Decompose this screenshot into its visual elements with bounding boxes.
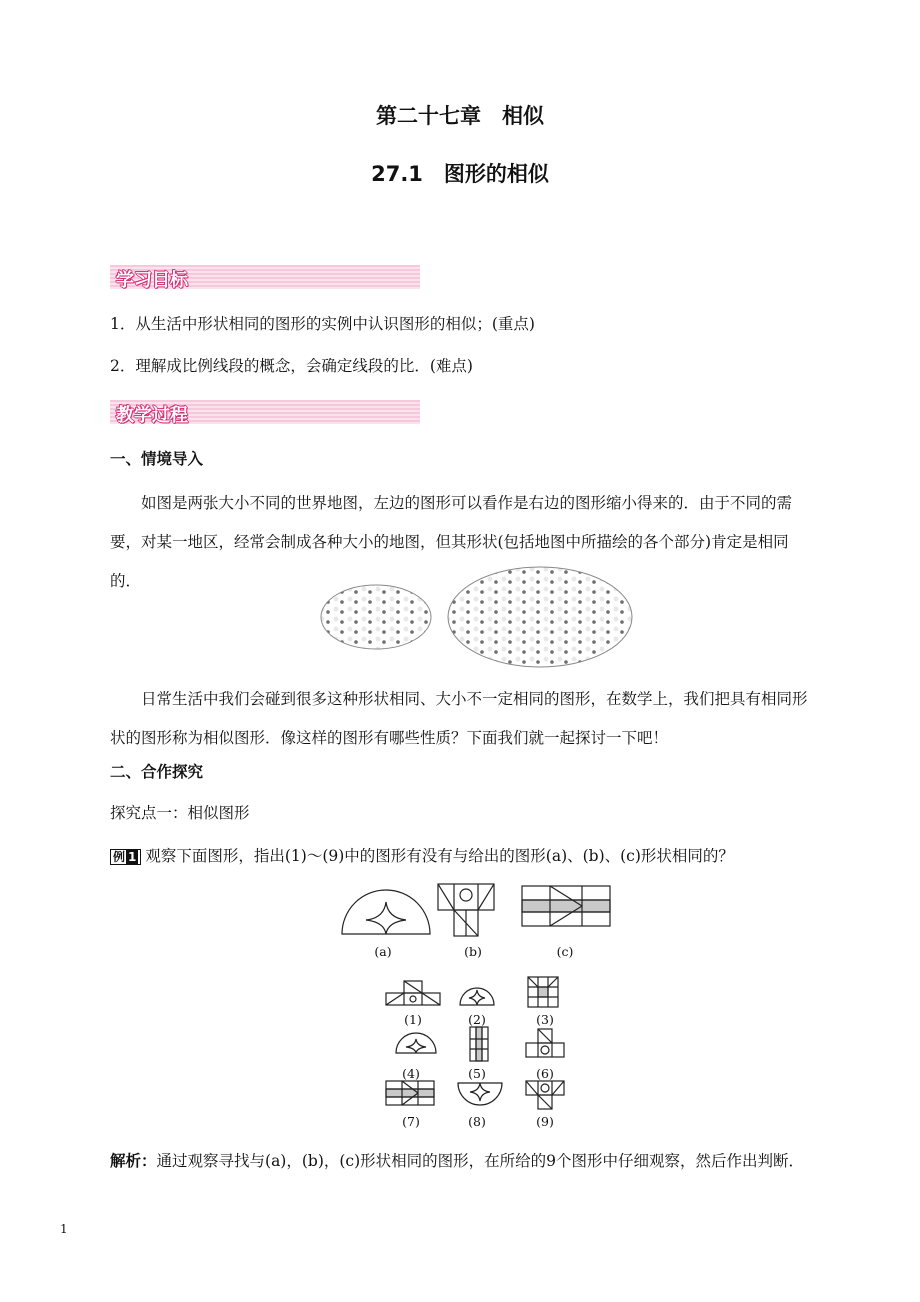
figure-c [522,886,610,926]
goals-label: 学习目标 [116,270,188,291]
goal-item-1: 1．从生活中形状相同的图形的实例中认识图形的相似；(重点) [110,315,535,333]
large-world-map [448,567,632,667]
section-title: 27.1 图形的相似 [371,162,549,186]
label-6: (6) [536,1066,554,1081]
label-2: (2) [468,1012,486,1027]
small-world-map [321,585,431,649]
label-8: (8) [468,1114,486,1129]
label-3: (3) [536,1012,554,1027]
figure-b [438,884,494,936]
figure-9 [526,1081,564,1109]
label-a: (a) [374,944,392,959]
process-header [110,400,420,424]
process-label: 教学过程 [116,405,188,426]
figure-2 [460,988,494,1005]
label-1: (1) [404,1012,422,1027]
part1-paragraph-2: 日常生活中我们会碰到很多这种形状相同、大小不一定相同的图形，在数学上，我们把具有相同形状的图形称为相似图形．像这样的图形有哪些性质？下面我们就一起探讨一下吧！ [110,690,808,747]
example-text: 观察下面图形，指出(1)～(9)中的图形有没有与给出的图形(a)、(b)、(c)形状相同的？ [145,847,734,865]
figure-a [342,890,430,934]
figure-1 [386,981,440,1005]
goals-header [110,265,420,289]
figure-3 [528,977,558,1007]
page-number: 1 [60,1222,68,1236]
label-c: (c) [556,944,574,959]
figure-4 [396,1033,436,1053]
analysis [110,1150,830,1172]
part2-heading: 二、合作探究 [110,763,204,781]
part1-paragraph-1: 如图是两张大小不同的世界地图，左边的图形可以看作是右边的图形缩小得来的．由于不同的需要，对某一地区，经常会制成各种大小的地图，但其形状(包括地图中所描绘的各个部分)肯定是相同的． [110,494,793,590]
label-5: (5) [468,1066,486,1081]
analysis-text: 通过观察寻找与(a)，(b)，(c)形状相同的图形，在所给的9个图形中仔细观察，然后作出判断． [156,1152,805,1170]
figure-8 [458,1083,502,1105]
chapter-title: 第二十七章 相似 [376,104,544,128]
given-figures [338,882,618,942]
analysis-label: 解析： [110,1152,157,1170]
figure-7 [386,1081,434,1105]
label-9: (9) [536,1114,554,1129]
example-1 [110,845,734,867]
part1-heading: 一、情境导入 [110,450,204,468]
example-badge: 例 1 [110,849,141,865]
world-maps-figure [318,565,638,670]
label-b: (b) [464,944,482,959]
label-7: (7) [402,1114,420,1129]
figure-5 [470,1027,488,1061]
figure-6 [526,1029,564,1057]
candidate-figures [380,975,580,1115]
explore-point: 探究点一：相似图形 [110,804,250,822]
label-4: (4) [402,1066,420,1081]
goal-item-2: 2．理解成比例线段的概念，会确定线段的比．(难点) [110,357,473,375]
